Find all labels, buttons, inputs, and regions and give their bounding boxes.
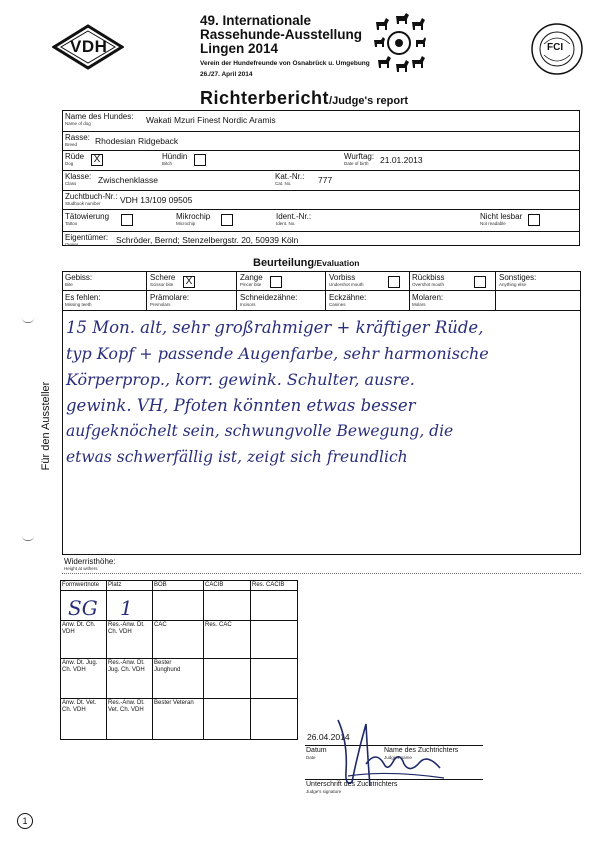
fci-logo-text: FCI: [547, 42, 564, 53]
tattoo-checkbox[interactable]: [121, 214, 133, 226]
res-cac-label: Res. CAC: [205, 622, 232, 628]
exhibitor-side-label: Für den Aussteller: [40, 381, 52, 471]
results-header-cacib: CACIB: [205, 582, 224, 588]
evaluation-text-line-5: aufgeknöchelt sein, schwungvolle Bewegung, die: [66, 422, 454, 440]
report-title-de: Richterbericht: [200, 88, 330, 108]
studbook-label: Zuchtbuch-Nr.: Studbook number: [65, 192, 118, 206]
place-value: 1: [120, 596, 133, 620]
owner-label: Eigentümer: Owner: [65, 233, 109, 247]
male-checkbox[interactable]: [91, 154, 103, 166]
evaluation-text-line-2: typ Kopf + passende Augenfarbe, sehr harmonische: [66, 344, 489, 363]
report-title: [200, 88, 408, 109]
anything-else-label: Sonstiges: Anything else: [499, 273, 537, 287]
scissor-bite-label: Schere Scissor bite: [150, 273, 176, 287]
missing-teeth-label: Es fehlen: Missing teeth: [65, 293, 101, 307]
dog-silhouettes-icon: [372, 12, 426, 74]
breed-label: Rasse: Breed: [65, 133, 90, 147]
undershot-checkbox[interactable]: [388, 276, 400, 288]
breed-value: Rhodesian Ridgeback: [95, 136, 179, 146]
evaluation-text-line-6: etwas schwerfällig ist, zeigt sich freundlich: [66, 448, 408, 466]
best-junior-label: Bester Junghund: [154, 660, 181, 673]
molars-label: Molaren: Molars: [412, 293, 444, 307]
male-check-mark: X: [93, 154, 101, 165]
page-number-text: 1: [22, 816, 28, 826]
results-header-bob: BOB: [154, 582, 167, 588]
incisors-label: Schneidezähne: Incisors: [240, 293, 298, 307]
anw-dt-vet-ch-vdh: Anw. Dt. Vet. Ch. VDH: [62, 700, 97, 713]
female-label: Hündin Bitch: [162, 152, 188, 166]
show-dates: 26./27. April 2014: [200, 71, 253, 78]
show-title-line-1: 49. Internationale: [200, 13, 312, 28]
premolars-label: Prämolare: Premolars: [150, 293, 190, 307]
anw-dt-jug-ch-vdh: Anw. Dt. Jug. Ch. VDH: [62, 660, 98, 673]
dob-label: Wurftag: Date of birth: [344, 152, 375, 166]
tattoo-label: Tätowierung Tattoo: [65, 212, 110, 226]
date-label: Datum Date: [306, 747, 327, 760]
overshot-checkbox[interactable]: [474, 276, 486, 288]
microchip-checkbox[interactable]: [221, 214, 233, 226]
evaluation-text-line-4: gewink. VH, Pfoten könnten etwas besser: [66, 396, 416, 415]
judge-signature-label: Unterschrift des Zuchtrichters Judge's signature: [306, 781, 398, 794]
catalog-number-value: 777: [318, 175, 333, 185]
microchip-label: Mikrochip Microchip: [176, 212, 211, 226]
evaluation-heading: [253, 253, 359, 271]
vdh-logo-text: VDH: [70, 37, 108, 56]
organizer-line: Verein der Hundefreunde von Osnabrück u. Umgebung: [200, 60, 370, 67]
page-number: [17, 813, 33, 829]
show-title: [200, 14, 362, 56]
scissor-bite-check-mark: X: [185, 276, 193, 287]
report-title-en: /Judge's report: [329, 95, 409, 107]
date-value: 26.04.2014: [307, 732, 350, 742]
evaluation-text-line-3: Körperprop., korr. gewink. Schulter, ausre.: [66, 370, 415, 389]
canines-label: Eckzähne: Canines: [329, 293, 367, 307]
class-label: Klasse: Class: [65, 172, 92, 186]
height-at-withers-label: Widerristhöhe: Height at withers: [64, 557, 116, 571]
overshot-label: Rückbiss Overshot mouth: [412, 273, 445, 287]
dob-value: 21.01.2013: [380, 155, 423, 165]
undershot-label: Vorbiss Undershot mouth: [329, 273, 364, 287]
judge-signature: [328, 712, 448, 792]
results-header-grade: Formwertnote: [62, 582, 100, 588]
show-title-line-3: Lingen 2014: [200, 41, 279, 56]
res-anw-dt-jug-ch-vdh: Res.-Anw. Dt. Jug. Ch. VDH: [108, 660, 145, 673]
anw-dt-ch-vdh: Anw. Dt. Ch. VDH: [62, 622, 96, 635]
pincer-bite-checkbox[interactable]: [270, 276, 282, 288]
res-anw-dt-ch-vdh: Res.-Anw. Dt. Ch. VDH: [108, 622, 145, 635]
punch-mark-top: [22, 318, 34, 323]
evaluation-heading-de: Beurteilung: [253, 257, 315, 269]
not-readable-checkbox[interactable]: [528, 214, 540, 226]
results-header-place: Platz: [108, 582, 122, 588]
results-header-res-cacib: Res. CACIB: [252, 582, 285, 588]
fci-logo: [530, 22, 584, 76]
female-checkbox[interactable]: [194, 154, 206, 166]
punch-mark-bottom: [22, 536, 34, 541]
vdh-logo: [52, 24, 124, 70]
cac-label: CAC: [154, 622, 167, 628]
catalog-number-label: Kat.-Nr.: Cat. No.: [275, 172, 305, 186]
grade-value: SG: [68, 596, 98, 620]
res-anw-dt-vet-ch-vdh: Res.-Anw. Dt. Vet. Ch. VDH: [108, 700, 145, 713]
judge-name-label: Name des Zuchtrichters Judge's name: [384, 747, 459, 760]
evaluation-text-line-1: 15 Mon. alt, sehr großrahmiger + kräftiger Rüde,: [66, 318, 484, 337]
studbook-value: VDH 13/109 09505: [120, 195, 193, 205]
owner-value: Schröder, Bernd; Stenzelbergstr. 20, 50939 Köln: [116, 235, 299, 245]
male-label: Rüde Dog: [65, 152, 85, 166]
dog-name-value: Wakati Mzuri Finest Nordic Aramis: [146, 115, 276, 125]
pincer-bite-label: Zange Pincer bite: [240, 273, 263, 287]
show-title-line-2: Rassehunde-Ausstellung: [200, 27, 363, 42]
best-veteran-label: Bester Veteran: [154, 700, 194, 706]
evaluation-heading-en: /Evaluation: [314, 258, 360, 268]
scissor-bite-checkbox[interactable]: [183, 276, 195, 288]
class-value: Zwischenklasse: [98, 175, 158, 185]
ident-number-label: Ident.-Nr.: Ident. No.: [276, 212, 312, 226]
bite-label: Gebiss: Bite: [65, 273, 93, 287]
not-readable-label: Nicht lesbar Not readable: [480, 212, 523, 226]
dog-name-label: Name des Hundes: Name of dog: [65, 112, 134, 126]
